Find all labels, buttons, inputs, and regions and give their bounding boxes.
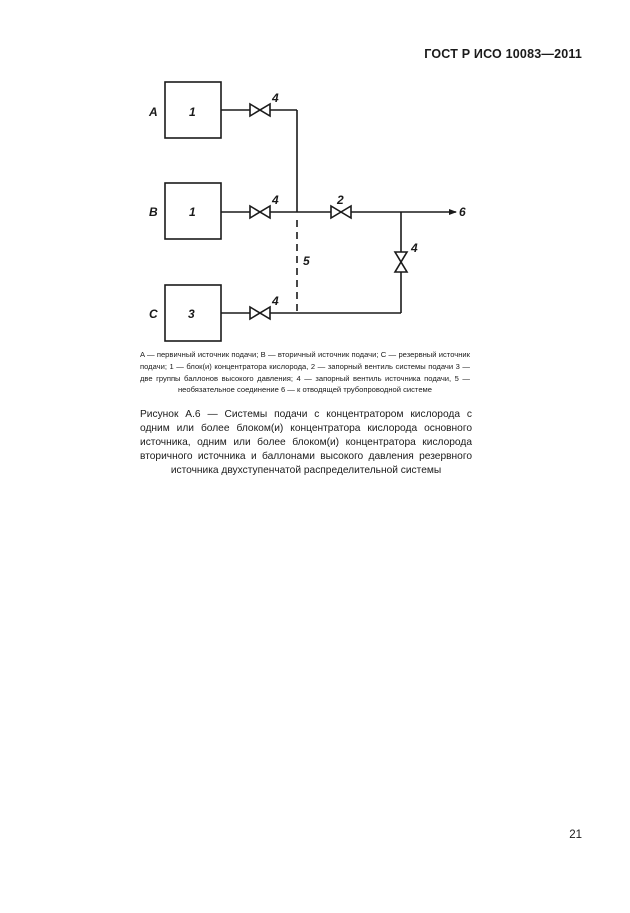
figure-legend: A — первичный источник подачи; B — вторичный источник подачи; C — резервный источник подачи; 1 — блок(и) концентратора кислорода, 2 — запорный вентиль системы подачи 3 — две группы баллонов высокого давления; 4 — запорный вентиль источника подачи, 5 — необязательное соединение 6 — к отводящей трубопроводной системе <box>140 350 470 395</box>
dashed-line-label: 5 <box>303 254 310 268</box>
vertical-valve-label: 4 <box>411 241 418 255</box>
row-label-b: B <box>149 205 158 219</box>
valve-icon-b <box>250 206 270 218</box>
vertical-valve-icon <box>395 252 407 272</box>
outlet-label: 6 <box>459 205 466 219</box>
box-label-c: 3 <box>188 307 195 321</box>
valve-label-c: 4 <box>272 294 279 308</box>
document-code: ГОСТ Р ИСО 10083—2011 <box>424 47 582 61</box>
main-valve-label: 2 <box>337 193 344 207</box>
row-label-c: C <box>149 307 158 321</box>
box-label-b: 1 <box>189 205 196 219</box>
valve-icon-c <box>250 307 270 319</box>
row-label-a: A <box>149 105 158 119</box>
valve-label-a: 4 <box>272 91 279 105</box>
valve-icon-a <box>250 104 270 116</box>
supply-system-diagram <box>0 0 630 345</box>
figure-caption: Рисунок А.6 — Системы подачи с концентратором кислорода с одним или более блоком(и) концентратора кислорода основного источника, одним или более блоком(и) концентратора кислорода вторичного источника и баллонами высокого давления резервного источника двухступенчатой распределительной системы <box>140 409 472 476</box>
box-label-a: 1 <box>189 105 196 119</box>
valve-label-b: 4 <box>272 193 279 207</box>
main-valve-icon <box>331 206 351 218</box>
page-number: 21 <box>569 829 582 841</box>
